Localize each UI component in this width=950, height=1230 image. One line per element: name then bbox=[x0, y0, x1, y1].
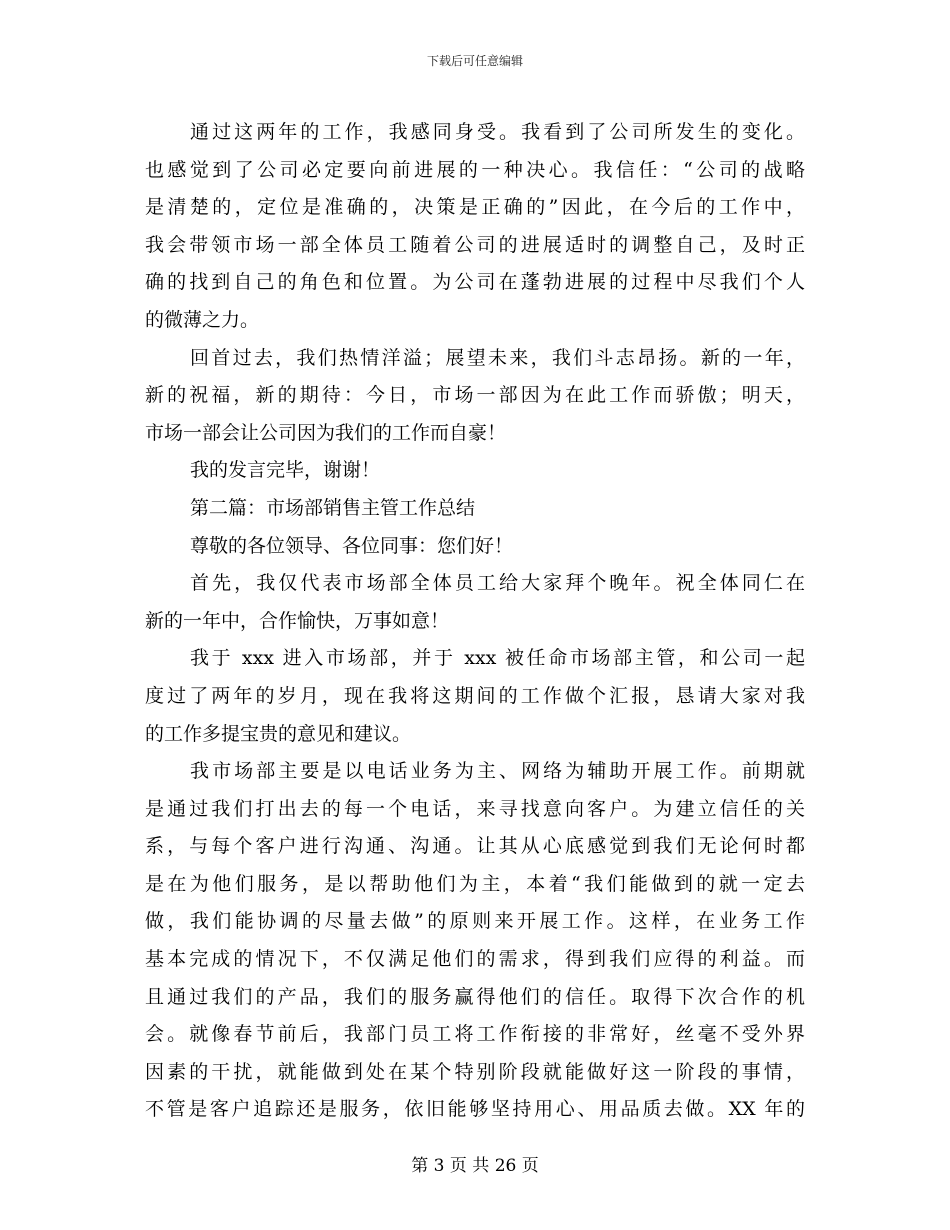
text-line: 新的祝福，新的期待：今日，市场一部因为在此工作而骄傲；明天， bbox=[145, 384, 805, 407]
text-line: 我会带领市场一部全体员工随着公司的进展适时的调整自己，及时正 bbox=[145, 233, 805, 256]
page-number: 第 3 页 共 26 页 bbox=[411, 1156, 539, 1176]
text-line: 我于 xxx 进入市场部，并于 xxx 被任命市场部主管，和公司一起 bbox=[190, 647, 805, 670]
text-line: 基本完成的情况下，不仅满足他们的需求，得到我们应得的利益。而 bbox=[145, 948, 805, 971]
section-heading: 第二篇：市场部销售主管工作总结 bbox=[190, 496, 476, 519]
text-line: 新的一年中，合作愉快，万事如意！ bbox=[145, 609, 450, 632]
text-line: 会。就像春节前后，我部门员工将工作衔接的非常好，丝毫不受外界 bbox=[145, 1023, 805, 1046]
text-line: 是通过我们打出去的每一个电话，来寻找意向客户。为建立信任的关 bbox=[145, 797, 805, 820]
text-line: 不管是客户追踪还是服务，依旧能够坚持用心、用品质去做。XX 年的 bbox=[145, 1098, 805, 1121]
text-line: 确的找到自己的角色和位置。为公司在蓬勃进展的过程中尽我们个人 bbox=[145, 271, 805, 294]
text-line: 也感觉到了公司必定要向前进展的一种决心。我信任：“公司的战略 bbox=[145, 158, 805, 181]
text-line: 是在为他们服务，是以帮助他们为主，本着“我们能做到的就一定去 bbox=[145, 872, 805, 895]
text-line: 因素的干扰，就能做到处在某个特别阶段就能做好这一阶段的事情， bbox=[145, 1060, 805, 1083]
text-line: 回首过去，我们热情洋溢；展望未来，我们斗志昂扬。新的一年， bbox=[190, 346, 805, 369]
text-line: 首先，我仅代表市场部全体员工给大家拜个晚年。祝全体同仁在 bbox=[190, 572, 805, 595]
text-line: 通过这两年的工作，我感同身受。我看到了公司所发生的变化。 bbox=[190, 121, 805, 143]
text-line: 是清楚的，定位是准确的，决策是正确的”因此，在今后的工作中， bbox=[145, 196, 805, 219]
document-body bbox=[145, 114, 805, 1129]
text-line: 市场一部会让公司因为我们的工作而自豪！ bbox=[145, 421, 507, 444]
text-line: 做，我们能协调的尽量去做”的原则来开展工作。这样，在业务工作 bbox=[145, 910, 805, 933]
text-line: 且通过我们的产品，我们的服务赢得他们的信任。取得下次合作的机 bbox=[145, 985, 805, 1008]
text-line: 我市场部主要是以电话业务为主、网络为辅助开展工作。前期就 bbox=[190, 760, 805, 783]
text-line: 的工作多提宝贵的意见和建议。 bbox=[145, 722, 412, 745]
text-line: 系，与每个客户进行沟通、沟通。让其从心底感觉到我们无论何时都 bbox=[145, 835, 805, 858]
text-line: 的微薄之力。 bbox=[145, 308, 260, 331]
text-line: 我的发言完毕，谢谢！ bbox=[190, 459, 381, 482]
text-line: 度过了两年的岁月，现在我将这期间的工作做个汇报，恳请大家对我 bbox=[145, 684, 805, 707]
salutation: 尊敬的各位领导、各位同事：您们好！ bbox=[190, 534, 514, 557]
page-header: 下载后可任意编辑 bbox=[426, 54, 523, 68]
